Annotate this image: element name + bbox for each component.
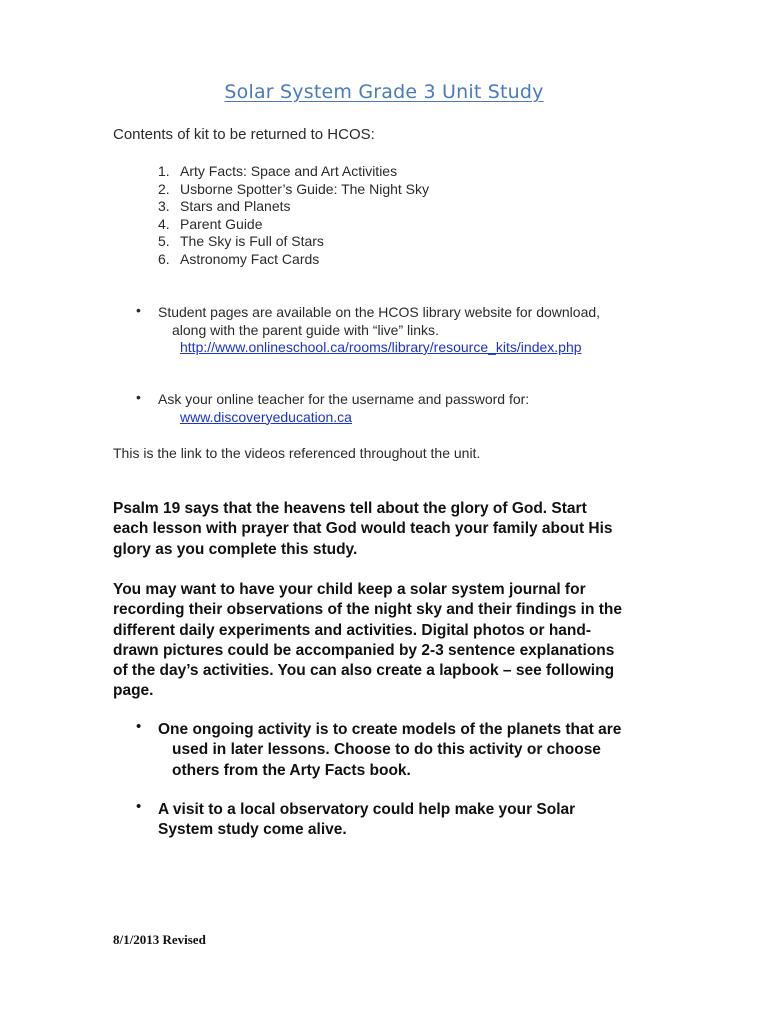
list-item: 6. Astronomy Fact Cards xyxy=(158,250,320,267)
list-item: 2. Usborne Spotter’s Guide: The Night Sky xyxy=(158,180,430,197)
kit-contents-list xyxy=(158,163,429,268)
library-link[interactable]: http://www.onlineschool.ca/rooms/library/resource_kits/index.php xyxy=(180,339,582,355)
journal-paragraph: You may want to have your child keep a solar system journal for recording their observations of the night sky and their findings in the different daily experiments and activities. Digital photos or hand- drawn pictures could be accompanied by 2-3 sentence explanations of the day’s activities. You can also create a lapbook – see following page. xyxy=(113,581,622,700)
revision-date: 8/1/2013 Revised xyxy=(113,932,206,947)
list-item: 4. Parent Guide xyxy=(158,215,263,232)
kit-intro: Contents of kit to be returned to HCOS: xyxy=(113,126,375,143)
psalm-paragraph: Psalm 19 says that the heavens tell about the glory of God. Start each lesson with prayer that God would teach your family about His glory as you complete this study. xyxy=(113,500,613,558)
list-item: 1. Arty Facts: Space and Art Activities xyxy=(158,163,398,179)
list-item: 5. The Sky is Full of Stars xyxy=(158,233,324,249)
bullet-teacher: • Ask your online teacher for the username and password for: www.discoveryeducation.ca xyxy=(136,389,530,425)
bullet-planet-models: • One ongoing activity is to create models of the planets that are used in later lessons. Choose to do this activity or choose others from the Arty Facts book. xyxy=(136,718,622,779)
bullet-dot-icon: • xyxy=(136,302,141,318)
bullet-student-pages: • Student pages are available on the HCOS library website for download, along with the parent guide with “live” links. http://www.onlineschool.ca/rooms/library/resource_kits/index.php xyxy=(136,302,601,355)
page-title: Solar System Grade 3 Unit Study xyxy=(224,81,544,103)
bullet-dot-icon: • xyxy=(136,798,142,815)
bullet-dot-icon: • xyxy=(136,718,142,735)
list-item: 3. Stars and Planets xyxy=(158,198,291,214)
discovery-education-link[interactable]: www.discoveryeducation.ca xyxy=(180,408,352,425)
videos-note: This is the link to the videos referenced throughout the unit. xyxy=(113,445,481,461)
bullet-observatory: • A visit to a local observatory could help make your Solar System study come alive. xyxy=(136,798,576,839)
bullet-dot-icon: • xyxy=(136,389,141,405)
